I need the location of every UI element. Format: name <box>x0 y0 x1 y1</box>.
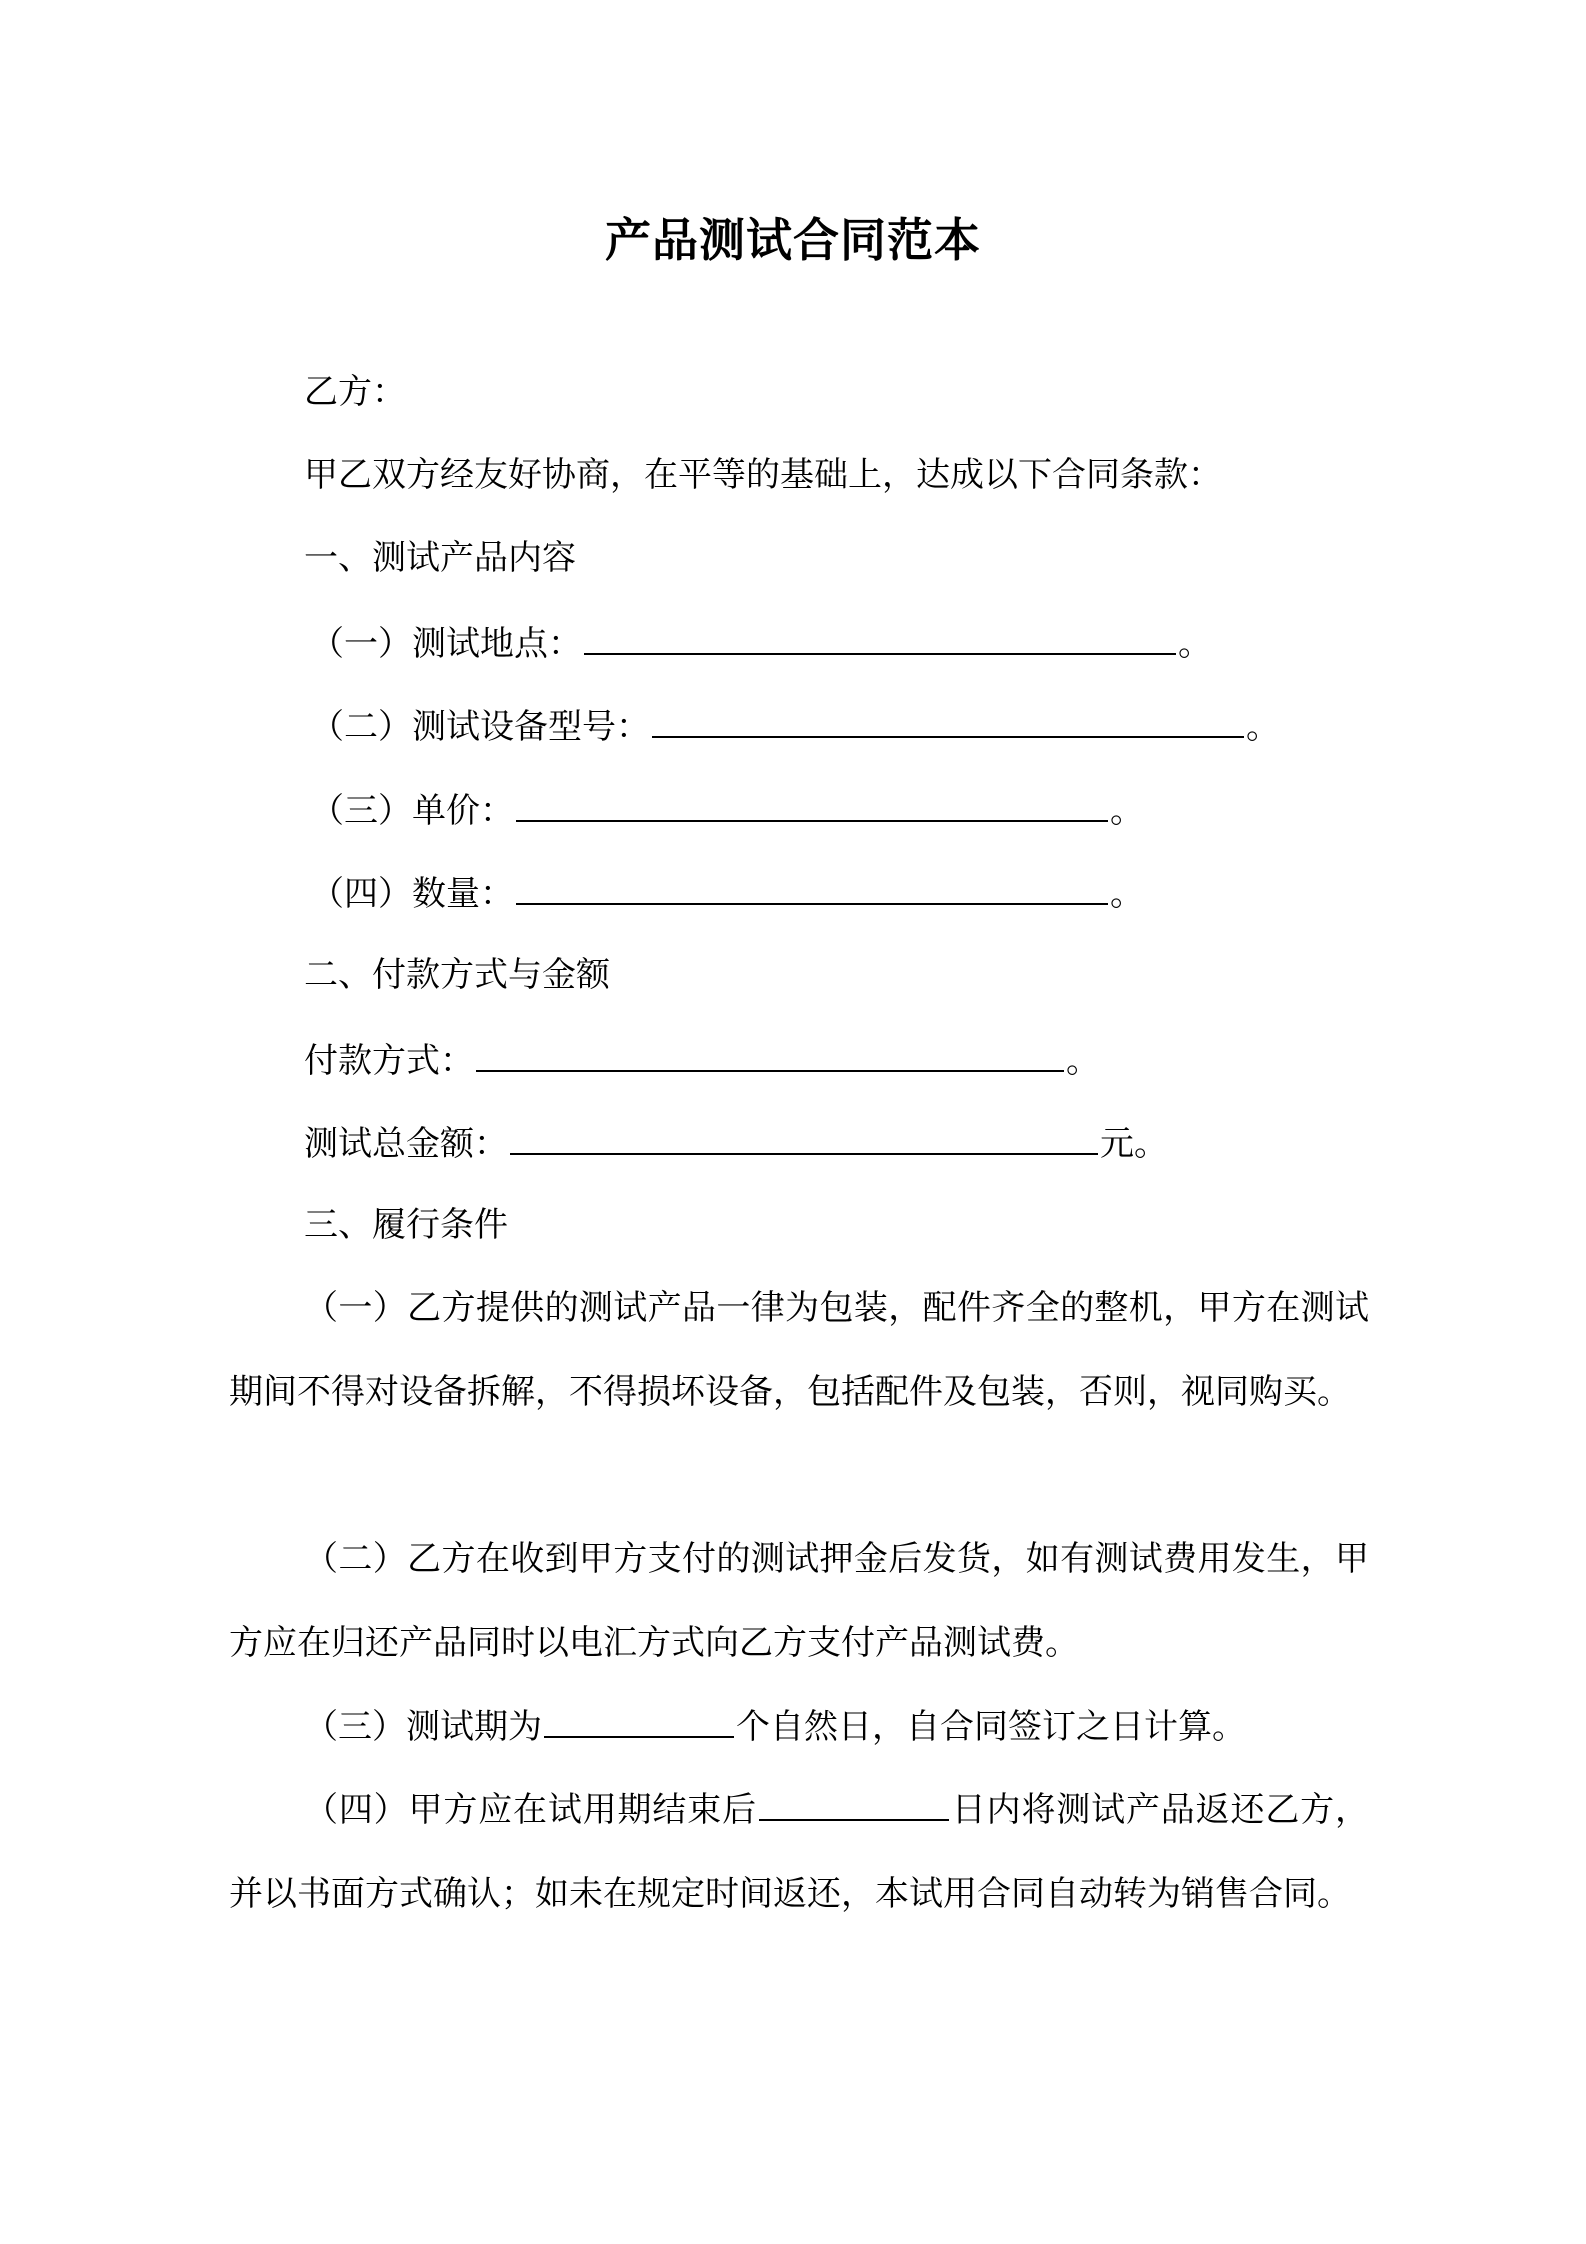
clause-2-paragraph: （二）乙方在收到甲方支付的测试押金后发货，如有测试费用发生，甲方应在归还产品同时以电汇方式向乙方支付产品测试费。 <box>229 1539 1369 1663</box>
quantity-suffix: 。 <box>1110 874 1144 914</box>
return-days-blank[interactable] <box>759 1783 949 1821</box>
clause-4-paragraph <box>229 1768 1369 1936</box>
payment-method-line <box>304 1034 1100 1086</box>
total-amount-suffix: 元。 <box>1100 1124 1168 1164</box>
device-model-blank[interactable] <box>652 700 1244 738</box>
device-model-suffix: 。 <box>1246 707 1280 747</box>
payment-method-suffix: 。 <box>1066 1041 1100 1081</box>
device-model-label: （二）测试设备型号： <box>310 707 650 747</box>
total-amount-line <box>304 1117 1168 1169</box>
payment-method-blank[interactable] <box>476 1034 1064 1072</box>
intro-paragraph: 甲乙双方经友好协商，在平等的基础上，达成以下合同条款： <box>304 455 1222 495</box>
unit-price-label: （三）单价： <box>310 791 514 831</box>
unit-price-suffix: 。 <box>1110 791 1144 831</box>
clause-3-before: （三）测试期为 <box>304 1707 542 1747</box>
clause-4-before: （四）甲方应在试用期结束后 <box>304 1790 757 1830</box>
section-1-heading: 一、测试产品内容 <box>304 538 576 578</box>
quantity-label: （四）数量： <box>310 874 514 914</box>
unit-price-line <box>310 784 1144 836</box>
clause-4-after: 日内将测试产品返还乙方，并以书面方式确认；如未在规定时间返还，本试用合同自动转为销售合同。 <box>229 1790 1370 1914</box>
clause-1-paragraph: （一）乙方提供的测试产品一律为包装，配件齐全的整机，甲方在测试期间不得对设备拆解，不得损坏设备，包括配件及包装，否则，视同购买。 <box>229 1288 1369 1412</box>
section-2-heading: 二、付款方式与金额 <box>304 955 610 995</box>
test-location-label: （一）测试地点： <box>310 624 582 664</box>
test-location-line <box>310 617 1212 669</box>
document-title: 产品测试合同范本 <box>605 213 981 267</box>
total-amount-blank[interactable] <box>510 1117 1098 1155</box>
quantity-line <box>310 867 1144 919</box>
quantity-blank[interactable] <box>516 867 1108 905</box>
unit-price-blank[interactable] <box>516 784 1108 822</box>
test-location-blank[interactable] <box>584 617 1176 655</box>
section-3-heading: 三、履行条件 <box>304 1205 508 1245</box>
total-amount-label: 测试总金额： <box>304 1124 508 1164</box>
test-location-suffix: 。 <box>1178 624 1212 664</box>
party-b-line: 乙方： <box>304 372 406 412</box>
clause-3-after: 个自然日，自合同签订之日计算。 <box>736 1707 1246 1747</box>
clause-3-paragraph <box>229 1685 1369 1769</box>
payment-method-label: 付款方式： <box>304 1041 474 1081</box>
device-model-line <box>310 700 1280 752</box>
test-period-blank[interactable] <box>544 1700 734 1738</box>
